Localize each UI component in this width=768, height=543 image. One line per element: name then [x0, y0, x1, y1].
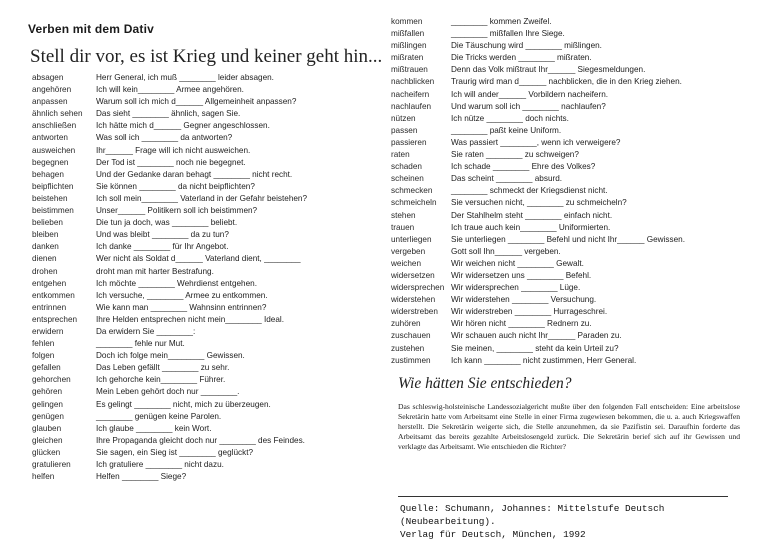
- verb-label: beistehen: [32, 193, 68, 203]
- exercise-sentence: Ich hätte mich d______ Gegner angeschlossen.: [96, 121, 270, 131]
- exercise-row: [391, 318, 761, 330]
- exercise-row: [32, 278, 372, 290]
- exercise-row: [391, 161, 761, 173]
- section-title: Wie hätten Sie entschieden?: [398, 375, 572, 392]
- verb-label: glauben: [32, 423, 62, 433]
- exercise-sentence: Und was bleibt ________ da zu tun?: [96, 230, 229, 240]
- exercise-sentence: Sie sagen, ein Sieg ist ________ geglückt?: [96, 447, 254, 457]
- exercise-sentence: Ich danke ________ für Ihr Angebot.: [96, 242, 229, 252]
- exercise-sentence: Wir widerstreben ________ Hurrageschrei.: [451, 307, 608, 317]
- exercise-sentence: Unser______ Politikern soll ich beistimmen?: [96, 206, 258, 216]
- exercise-row: [391, 52, 761, 64]
- verb-label: folgen: [32, 351, 55, 361]
- verb-label: vergeben: [391, 246, 426, 256]
- exercise-row: [32, 132, 372, 144]
- verb-label: raten: [391, 150, 410, 160]
- verb-label: mißfallen: [391, 29, 425, 39]
- exercise-row: [391, 137, 761, 149]
- exercise-sentence: Ich nütze ________ doch nichts.: [451, 113, 569, 123]
- exercise-sentence: Das scheint ________ absurd.: [451, 174, 563, 184]
- exercise-row: [32, 411, 372, 423]
- exercise-row: [32, 169, 372, 181]
- exercise-row: [32, 181, 372, 193]
- exercise-row: [32, 447, 372, 459]
- exercise-row: [32, 266, 372, 278]
- verb-label: schmecken: [391, 186, 433, 196]
- verb-label: anschließen: [32, 121, 77, 131]
- exercise-row: [32, 314, 372, 326]
- exercise-sentence: ________ kommen Zweifel.: [451, 17, 552, 26]
- exercise-sentence: Und warum soll ich ________ nachlaufen?: [451, 101, 606, 111]
- exercise-row: [32, 302, 372, 314]
- exercise-row: [391, 355, 761, 367]
- exercise-row: [32, 205, 372, 217]
- exercise-sentence: Ich möchte ________ Wehrdienst entgehen.: [96, 278, 257, 288]
- exercise-row: [32, 326, 372, 338]
- exercise-row: [32, 386, 372, 398]
- verb-label: antworten: [32, 133, 68, 143]
- verb-label: angehören: [32, 85, 72, 95]
- exercise-sentence: Was soll ich ________ da antworten?: [96, 133, 233, 143]
- exercise-row: [391, 185, 761, 197]
- exercise-row: [32, 350, 372, 362]
- exercise-sentence: ________ genügen keine Parolen.: [96, 411, 222, 421]
- verb-label: absagen: [32, 73, 64, 82]
- verb-label: entgehen: [32, 278, 67, 288]
- exercise-sentence: Sie meinen, ________ steht da kein Urteil zu?: [451, 343, 619, 353]
- exercise-row: [32, 374, 372, 386]
- exercise-sentence: Ich traue auch kein________ Uniformierten.: [451, 222, 611, 232]
- verb-label: fehlen: [32, 339, 55, 349]
- case-paragraph: Das schleswig-holsteinische Landessozialgericht mußte über den folgenden Fall entscheiden: Eine arbeitslose Sekretärin hatte vom Arbeitsamt eine Stelle in einer Firma zugewiesen bekommen, die u. a. auch Kriegswaffen herstellt. Die Sekretärin weigerte sich, die Stelle anzunehmen, da sie Pazifistin sei. Daraufhin forderte das Arbeitsamt das bereits gezahlte Arbeitslosengeld zurück. Die Sekretärin berief sich auf ihr Gewissen und verklagte das Arbeitsamt. Wie entschieden die Richter?: [398, 402, 740, 451]
- exercise-row: [32, 108, 372, 120]
- exercise-row: [391, 234, 761, 246]
- exercise-sentence: Ich versuche, ________ Armee zu entkommen.: [96, 290, 268, 300]
- exercise-sentence: Traurig wird man d______ nachblicken, die in den Krieg ziehen.: [451, 77, 682, 87]
- verb-label: schmeicheln: [391, 198, 437, 208]
- exercise-sentence: Doch ich folge mein________ Gewissen.: [96, 351, 245, 361]
- exercise-sentence: Die Täuschung wird ________ mißlingen.: [451, 41, 602, 51]
- exercise-sentence: Es gelingt ________ nicht, mich zu überzeugen.: [96, 399, 271, 409]
- exercise-sentence: Das Leben gefällt ________ zu sehr.: [96, 363, 230, 373]
- exercise-sentence: Gott soll Ihn______ vergeben.: [451, 246, 561, 256]
- exercise-row: [391, 28, 761, 40]
- verb-label: glücken: [32, 447, 61, 457]
- exercise-sentence: Der Tod ist ________ noch nie begegnet.: [96, 157, 246, 167]
- verb-label: nachlaufen: [391, 101, 432, 111]
- exercise-row: [32, 241, 372, 253]
- exercise-row: [32, 229, 372, 241]
- exercise-sentence: Die Tricks werden ________ mißraten.: [451, 53, 592, 63]
- exercise-sentence: Was passiert ________, wenn ich verweigere?: [451, 137, 621, 147]
- exercise-row: [391, 89, 761, 101]
- exercise-row: [32, 253, 372, 265]
- exercise-row: [32, 399, 372, 411]
- exercise-sentence: Wir hören nicht ________ Rednern zu.: [451, 319, 592, 329]
- exercise-sentence: Und der Gedanke daran behagt ________ nicht recht.: [96, 169, 293, 179]
- verb-label: entkommen: [32, 290, 75, 300]
- exercise-sentence: Ich soll mein________ Vaterland in der Gefahr beistehen?: [96, 193, 308, 203]
- right-exercise-list: [391, 16, 761, 367]
- verb-label: zustimmen: [391, 355, 431, 365]
- exercise-sentence: Sie versuchen nicht, ________ zu schmeicheln?: [451, 198, 627, 208]
- exercise-sentence: Wie kann man ________ Wahnsinn entrinnen?: [96, 302, 267, 312]
- verb-label: stehen: [391, 210, 416, 220]
- verb-label: entrinnen: [32, 302, 67, 312]
- exercise-sentence: Ihre Propaganda gleicht doch nur ________ des Feindes.: [96, 435, 305, 445]
- verb-label: zustehen: [391, 343, 425, 353]
- verb-label: widersetzen: [391, 270, 435, 280]
- verb-label: genügen: [32, 411, 64, 421]
- exercise-row: [391, 222, 761, 234]
- exercise-sentence: Ihr______ Frage will ich nicht ausweichen.: [96, 145, 251, 155]
- exercise-row: [32, 217, 372, 229]
- exercise-sentence: Herr General, ich muß ________ leider absagen.: [96, 73, 274, 82]
- exercise-row: [391, 113, 761, 125]
- exercise-sentence: Denn das Volk mißtraut Ihr______ Siegesmeldungen.: [451, 65, 646, 75]
- source-divider: [398, 496, 728, 497]
- verb-label: widersprechen: [391, 283, 445, 293]
- exercise-row: [391, 40, 761, 52]
- exercise-sentence: Ich kann ________ nicht zustimmen, Herr General.: [451, 355, 637, 365]
- exercise-row: [32, 423, 372, 435]
- verb-label: kommen: [391, 17, 423, 26]
- exercise-row: [391, 258, 761, 270]
- verb-label: trauen: [391, 222, 415, 232]
- verb-label: mißtrauen: [391, 65, 428, 75]
- exercise-row: [391, 270, 761, 282]
- exercise-row: [391, 197, 761, 209]
- exercise-sentence: ________ mißfallen Ihre Siege.: [451, 29, 565, 39]
- exercise-row: [32, 157, 372, 169]
- exercise-sentence: Wir widersetzen uns ________ Befehl.: [451, 270, 592, 280]
- exercise-sentence: Ich gratuliere ________ nicht dazu.: [96, 460, 224, 469]
- page-subtitle: Stell dir vor, es ist Krieg und keiner geht hin...: [30, 46, 383, 67]
- verb-label: dienen: [32, 254, 57, 264]
- verb-label: erwidern: [32, 326, 64, 336]
- exercise-sentence: Ich glaube ________ kein Wort.: [96, 423, 212, 433]
- verb-label: gehorchen: [32, 375, 71, 385]
- exercise-sentence: Wer nicht als Soldat d______ Vaterland dient, ________: [96, 254, 301, 264]
- verb-label: widerstreben: [391, 307, 438, 317]
- exercise-sentence: Mein Leben gehört doch nur ________.: [96, 387, 240, 397]
- exercise-row: [391, 330, 761, 342]
- verb-label: entsprechen: [32, 314, 78, 324]
- exercise-sentence: Da erwidern Sie ________:: [96, 326, 196, 336]
- verb-label: nachblicken: [391, 77, 435, 87]
- exercise-sentence: Ich will kein________ Armee angehören.: [96, 85, 244, 95]
- exercise-sentence: Warum soll ich mich d______ Allgemeinheit anpassen?: [96, 97, 297, 107]
- verb-label: schaden: [391, 162, 422, 172]
- exercise-row: [32, 193, 372, 205]
- exercise-row: [32, 435, 372, 447]
- exercise-row: [391, 173, 761, 185]
- verb-label: gehören: [32, 387, 63, 397]
- exercise-row: [32, 145, 372, 157]
- exercise-row: [391, 16, 761, 28]
- exercise-sentence: droht man mit harter Bestrafung.: [96, 266, 214, 276]
- exercise-row: [32, 338, 372, 350]
- verb-label: gelingen: [32, 399, 63, 409]
- exercise-row: [32, 471, 372, 483]
- exercise-sentence: Sie unterliegen ________ Befehl und nicht Ihr______ Gewissen.: [451, 234, 685, 244]
- verb-label: begegnen: [32, 157, 69, 167]
- exercise-sentence: Helfen ________ Siege?: [96, 472, 187, 482]
- source-line-2: Verlag für Deutsch, München, 1992: [400, 529, 586, 540]
- exercise-sentence: Sie können ________ da nicht beipflichten?: [96, 181, 255, 191]
- exercise-sentence: Sie raten ________ zu schweigen?: [451, 150, 579, 160]
- exercise-row: [32, 362, 372, 374]
- exercise-row: [391, 306, 761, 318]
- verb-label: scheinen: [391, 174, 424, 184]
- verb-label: weichen: [391, 258, 422, 268]
- verb-label: nützen: [391, 113, 416, 123]
- exercise-row: [391, 76, 761, 88]
- verb-label: passen: [391, 125, 418, 135]
- exercise-sentence: Wir weichen nicht ________ Gewalt.: [451, 258, 584, 268]
- verb-label: drohen: [32, 266, 58, 276]
- verb-label: passieren: [391, 137, 427, 147]
- exercise-sentence: ________ fehle nur Mut.: [96, 339, 185, 349]
- verb-label: ähnlich sehen: [32, 109, 83, 119]
- exercise-sentence: Ich will ander______ Vorbildern nacheifern.: [451, 89, 609, 99]
- verb-label: beistimmen: [32, 206, 74, 216]
- exercise-sentence: ________ schmeckt der Kriegsdienst nicht.: [451, 186, 608, 196]
- verb-label: anpassen: [32, 97, 68, 107]
- left-exercise-list: [32, 72, 372, 483]
- exercise-sentence: Ich schade ________ Ehre des Volkes?: [451, 162, 596, 172]
- verb-label: gefallen: [32, 363, 61, 373]
- exercise-sentence: Ich gehorche kein________ Führer.: [96, 375, 226, 385]
- verb-label: mißlingen: [391, 41, 427, 51]
- exercise-row: [32, 459, 372, 471]
- exercise-row: [391, 210, 761, 222]
- exercise-row: [391, 246, 761, 258]
- exercise-row: [32, 290, 372, 302]
- exercise-row: [32, 96, 372, 108]
- exercise-row: [32, 72, 372, 84]
- exercise-row: [32, 84, 372, 96]
- exercise-row: [391, 101, 761, 113]
- exercise-row: [32, 120, 372, 132]
- verb-label: belieben: [32, 218, 63, 228]
- page-title: Verben mit dem Dativ: [28, 22, 155, 36]
- verb-label: unterliegen: [391, 234, 432, 244]
- verb-label: helfen: [32, 472, 55, 482]
- exercise-sentence: Der Stahlhelm steht ________ einfach nicht.: [451, 210, 613, 220]
- exercise-row: [391, 64, 761, 76]
- verb-label: widerstehen: [391, 295, 436, 305]
- verb-label: zuhören: [391, 319, 421, 329]
- verb-label: gratulieren: [32, 460, 71, 469]
- verb-label: ausweichen: [32, 145, 76, 155]
- verb-label: mißraten: [391, 53, 424, 63]
- exercise-row: [391, 149, 761, 161]
- verb-label: zuschauen: [391, 331, 431, 341]
- exercise-sentence: Das sieht ________ ähnlich, sagen Sie.: [96, 109, 241, 119]
- exercise-sentence: Wir widersprechen ________ Lüge.: [451, 283, 581, 293]
- source-citation: [400, 502, 750, 541]
- exercise-sentence: ________ paßt keine Uniform.: [451, 125, 562, 135]
- verb-label: danken: [32, 242, 59, 252]
- exercise-row: [391, 294, 761, 306]
- exercise-row: [391, 343, 761, 355]
- verb-label: bleiben: [32, 230, 59, 240]
- verb-label: gleichen: [32, 435, 63, 445]
- exercise-sentence: Die tun ja doch, was ________ beliebt.: [96, 218, 238, 228]
- exercise-sentence: Wir schauen auch nicht Ihr______ Paraden zu.: [451, 331, 622, 341]
- exercise-sentence: Wir widerstehen ________ Versuchung.: [451, 295, 597, 305]
- exercise-row: [391, 125, 761, 137]
- verb-label: behagen: [32, 169, 64, 179]
- exercise-row: [391, 282, 761, 294]
- verb-label: beipflichten: [32, 181, 74, 191]
- exercise-sentence: Ihre Helden entsprechen nicht mein________ Ideal.: [96, 314, 284, 324]
- verb-label: nacheifern: [391, 89, 430, 99]
- source-line-1: Quelle: Schumann, Johannes: Mittelstufe Deutsch (Neubearbeitung).: [400, 503, 665, 527]
